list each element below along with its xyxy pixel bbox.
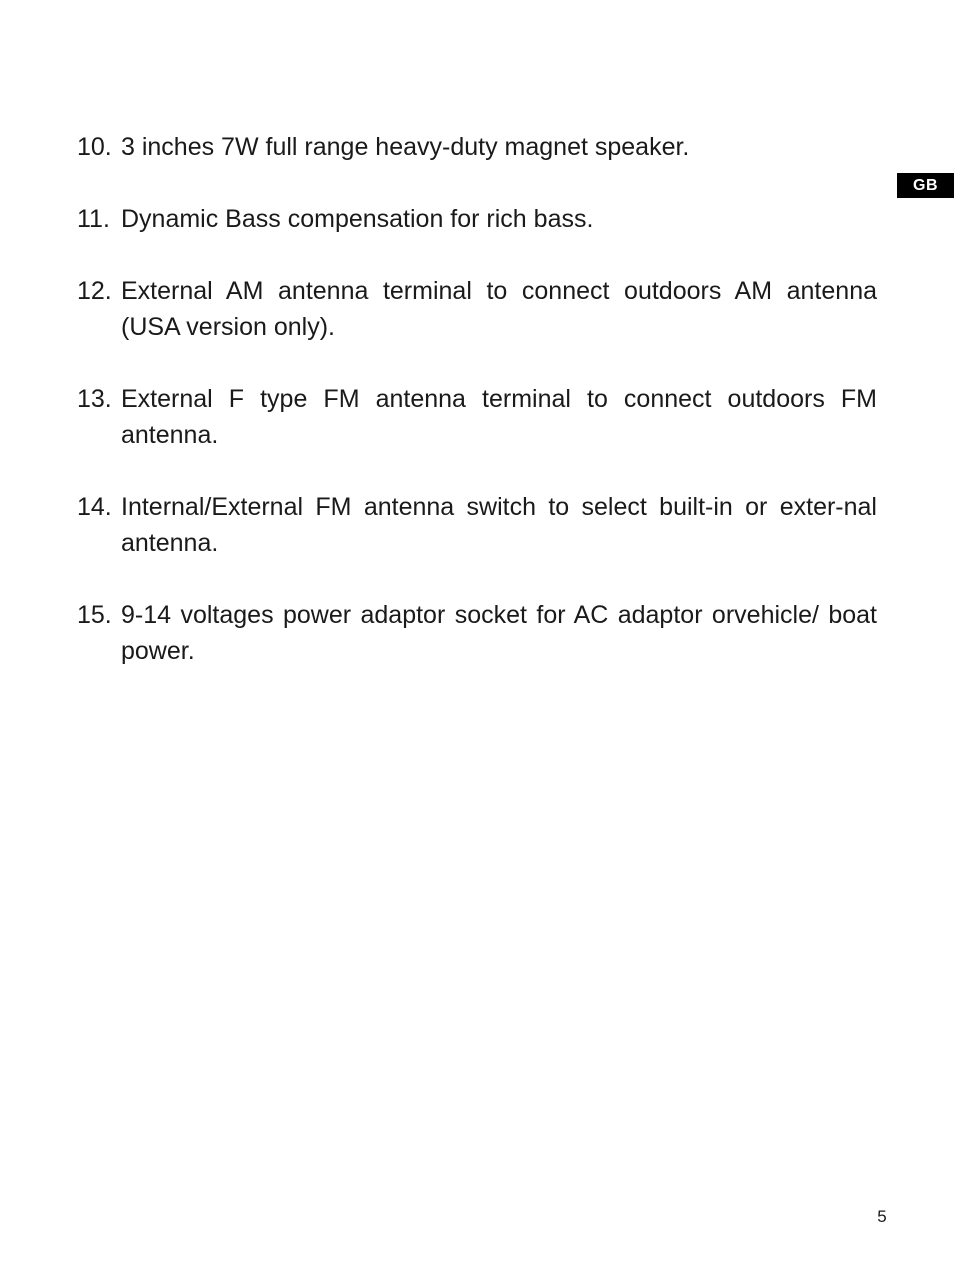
list-item	[77, 273, 877, 345]
item-number: 13.	[77, 385, 112, 413]
item-number: 11.	[77, 205, 110, 233]
page-number: 5	[877, 1207, 887, 1226]
item-number: 12.	[77, 277, 112, 305]
item-number: 10.	[77, 133, 112, 161]
item-text: External AM antenna terminal to connect outdoors AM antenna (USA version only).	[121, 277, 877, 341]
list-item	[77, 129, 877, 165]
item-text: Dynamic Bass compensation for rich bass.	[121, 205, 594, 233]
list-item	[77, 597, 877, 669]
feature-list	[77, 129, 877, 705]
item-number: 14.	[77, 493, 112, 521]
item-text: 9-14 voltages power adaptor socket for AC adaptor orvehicle/ boat power.	[121, 601, 877, 665]
language-tab: GB	[897, 173, 954, 198]
item-number: 15.	[77, 601, 112, 629]
list-item	[77, 489, 877, 561]
item-text: Internal/External FM antenna switch to select built-in or exter-nal antenna.	[121, 493, 877, 557]
list-item	[77, 201, 877, 237]
item-text: 3 inches 7W full range heavy-duty magnet speaker.	[121, 133, 690, 161]
item-text: External F type FM antenna terminal to connect outdoors FM antenna.	[121, 385, 877, 449]
list-item	[77, 381, 877, 453]
